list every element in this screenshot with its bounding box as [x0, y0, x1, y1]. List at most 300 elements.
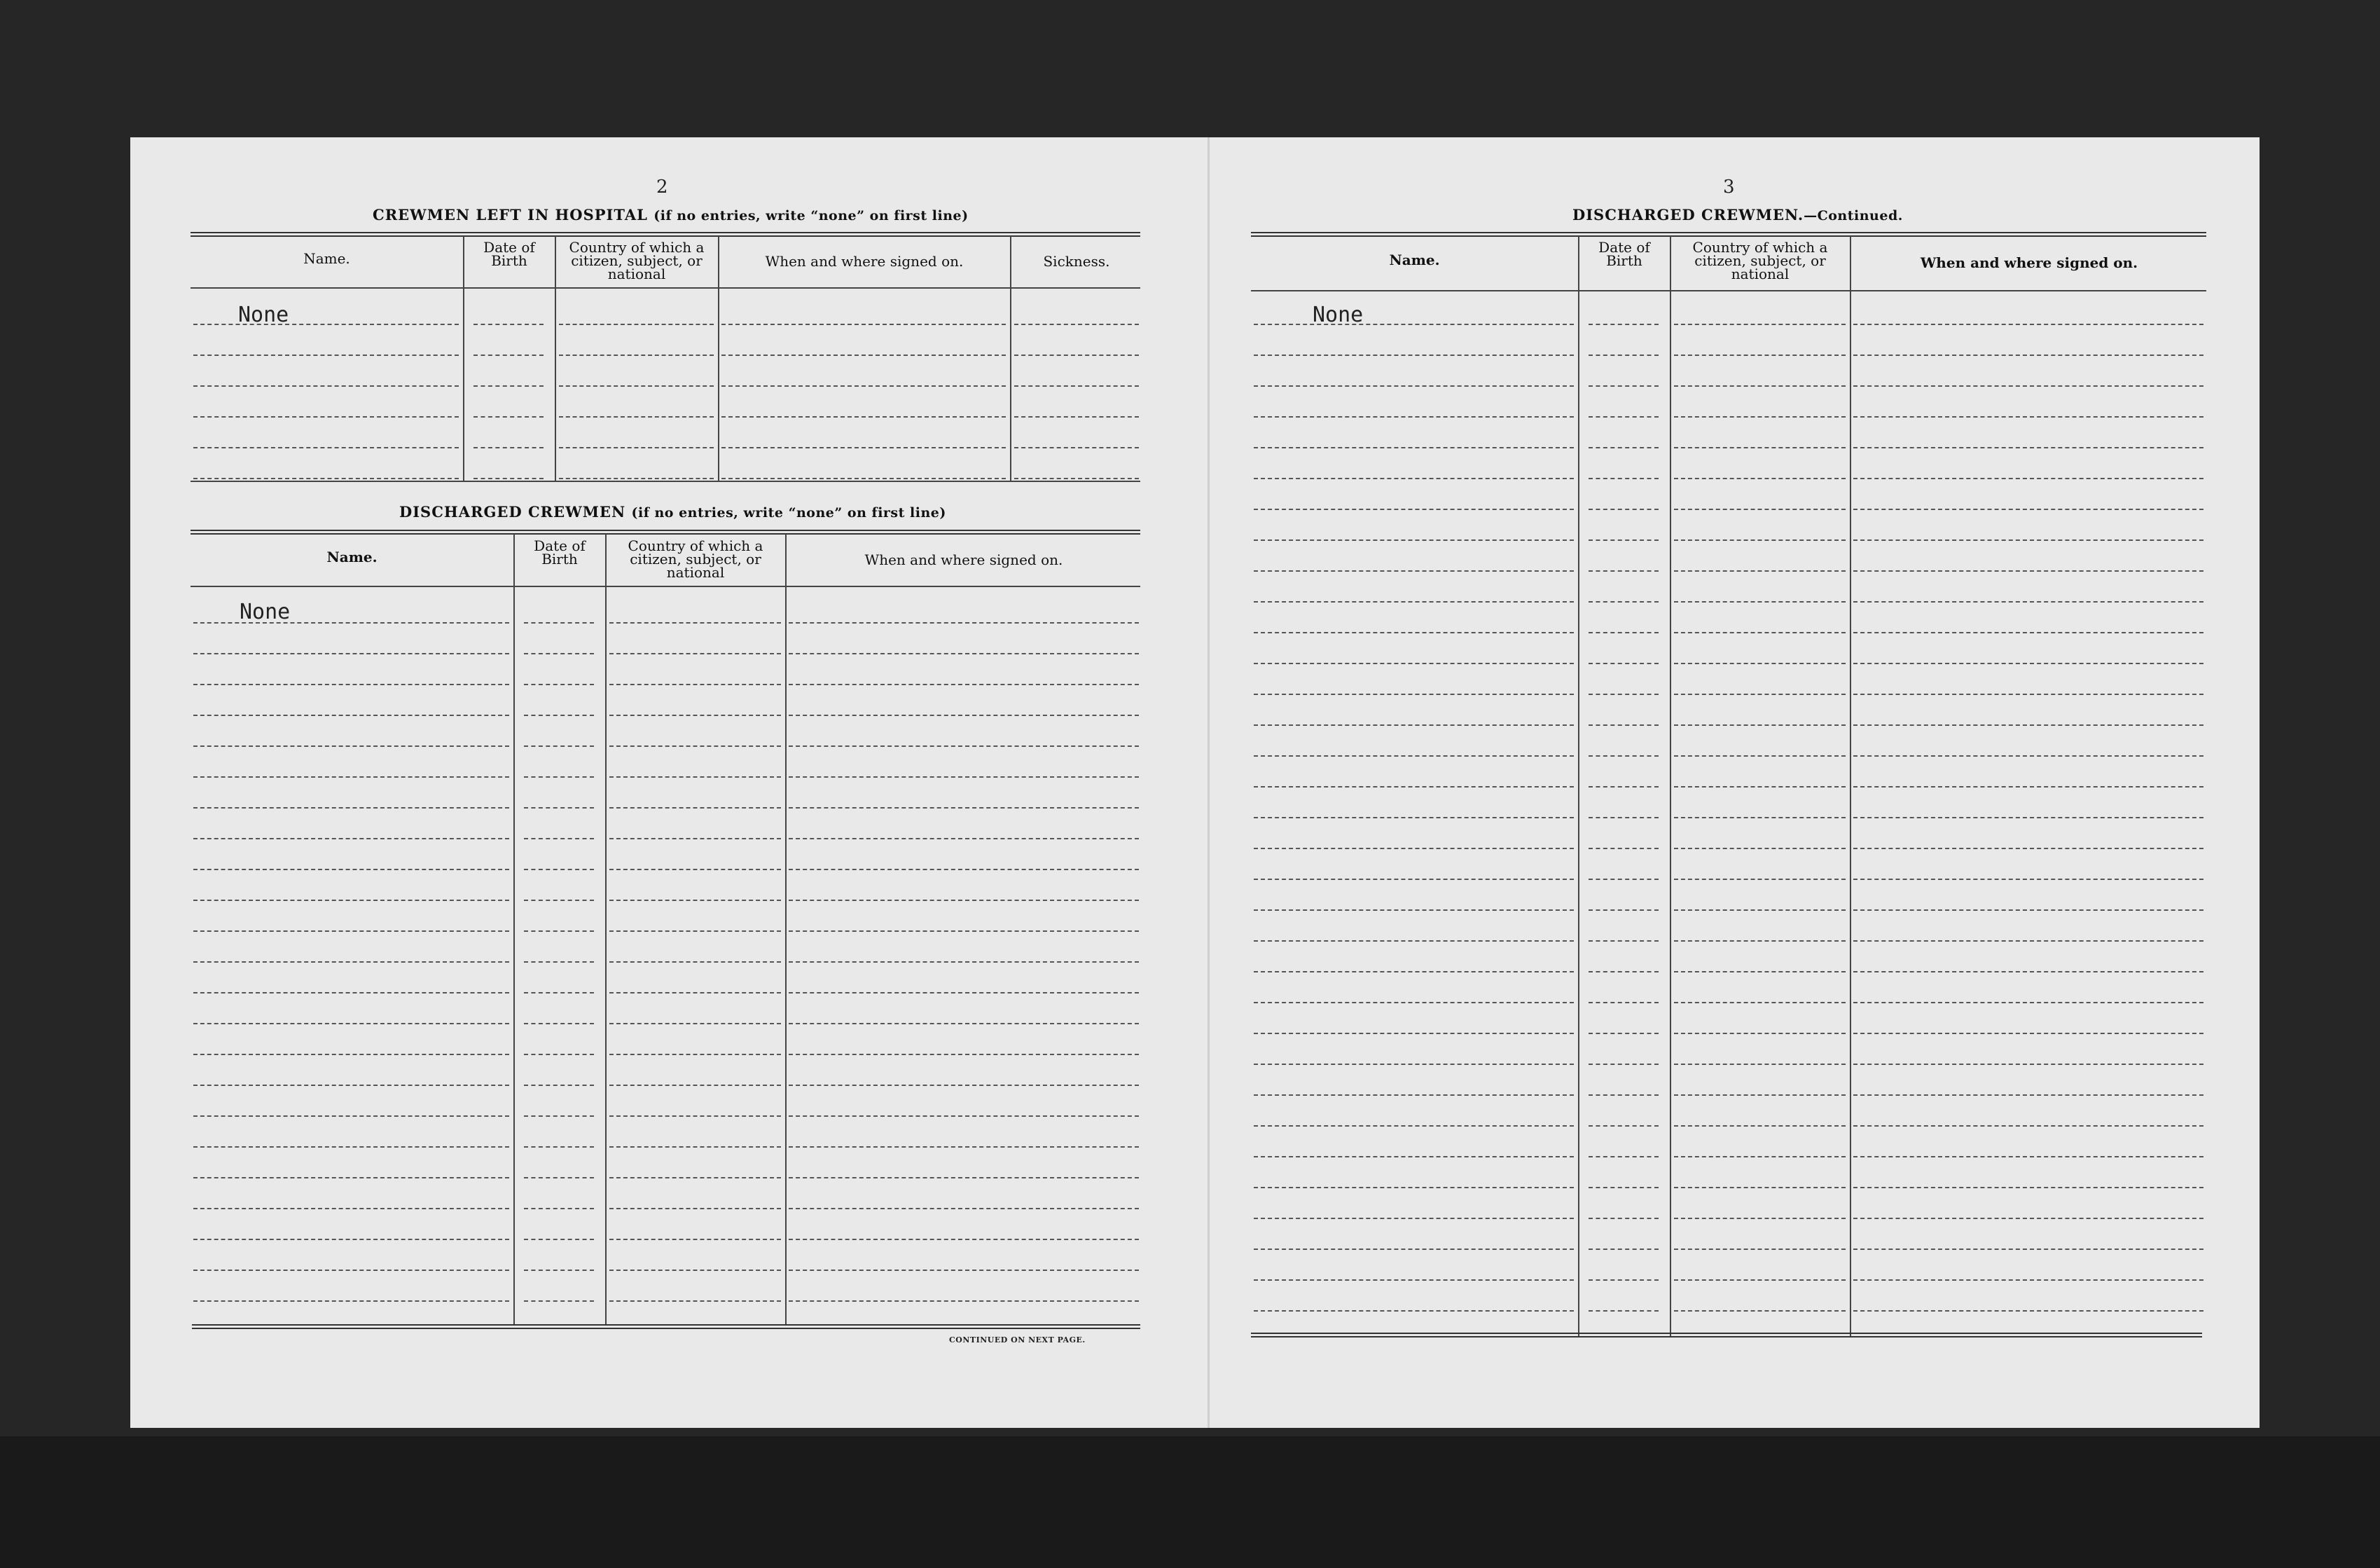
- ruled-line: [1014, 355, 1139, 356]
- ruled-line: [193, 1300, 509, 1302]
- ruled-line: [1254, 478, 1574, 479]
- ruled-line: [1674, 324, 1846, 325]
- ruled-line: [789, 838, 1139, 839]
- ruled-line: [609, 992, 781, 993]
- ruled-line: [193, 1208, 509, 1209]
- ruled-line: [1254, 1064, 1574, 1065]
- ruled-line: [193, 478, 459, 479]
- ruled-line: [1853, 1218, 2203, 1219]
- ruled-line: [1674, 971, 1846, 972]
- ruled-line: [1853, 570, 2203, 572]
- ruled-line: [193, 1239, 509, 1240]
- ruled-line: [473, 385, 544, 387]
- ruled-line: [789, 1085, 1139, 1086]
- column-header-name: Name.: [1389, 252, 1440, 268]
- ruled-line: [1853, 1156, 2203, 1157]
- ruled-line: [789, 622, 1139, 624]
- hospital-title-text: CREWMEN LEFT IN HOSPITAL: [373, 206, 648, 223]
- ruled-line: [1853, 1187, 2203, 1188]
- ruled-line: [609, 838, 781, 839]
- ruled-line: [193, 1270, 509, 1271]
- ruled-line: [193, 900, 509, 901]
- ruled-line: [1254, 416, 1574, 418]
- ruled-line: [193, 653, 509, 654]
- ruled-line: [789, 653, 1139, 654]
- ruled-line: [1014, 447, 1139, 448]
- ruled-line: [1254, 570, 1574, 572]
- ruled-line: [1853, 663, 2203, 664]
- ruled-line: [1674, 663, 1846, 664]
- ruled-line: [1853, 1064, 2203, 1065]
- ruled-line: [1853, 416, 2203, 418]
- ruled-line: [524, 653, 594, 654]
- page-number: 3: [1723, 177, 1735, 198]
- ruled-line: [789, 745, 1139, 747]
- ruled-line: [193, 447, 459, 448]
- ruled-line: [789, 992, 1139, 993]
- ruled-line: [1589, 539, 1659, 541]
- ruled-line: [524, 869, 594, 870]
- ruled-line: [1674, 1187, 1846, 1188]
- form-paper: [130, 137, 2260, 1428]
- ruled-line: [193, 1023, 509, 1024]
- ruled-line: [473, 478, 544, 479]
- ruled-line: [559, 416, 714, 418]
- ruled-line: [1589, 694, 1659, 695]
- ruled-line: [1853, 755, 2203, 757]
- ruled-line: [1254, 879, 1574, 880]
- discharged-continued-entry-none: None: [1313, 303, 1364, 327]
- column-divider: [1670, 236, 1671, 1336]
- ruled-line: [193, 355, 459, 356]
- ruled-line: [193, 684, 509, 685]
- ruled-line: [524, 1270, 594, 1271]
- ruled-line: [1589, 416, 1659, 418]
- ruled-line: [609, 900, 781, 901]
- ruled-line: [524, 622, 594, 624]
- ruled-line: [1254, 509, 1574, 510]
- ruled-line: [524, 930, 594, 932]
- ruled-line: [524, 776, 594, 778]
- ruled-line: [1674, 539, 1846, 541]
- ruled-line: [473, 416, 544, 418]
- ruled-line: [524, 1023, 594, 1024]
- ruled-line: [721, 478, 1006, 479]
- ruled-line: [193, 1085, 509, 1086]
- ruled-line: [721, 324, 1006, 325]
- page-fold: [1208, 137, 1210, 1428]
- ruled-line: [1674, 1094, 1846, 1096]
- ruled-line: [1674, 1002, 1846, 1003]
- ruled-line: [559, 324, 714, 325]
- ruled-line: [193, 776, 509, 778]
- ruled-line: [1674, 724, 1846, 726]
- column-divider: [513, 534, 515, 1326]
- ruled-line: [1589, 1064, 1659, 1065]
- ruled-line: [789, 1239, 1139, 1240]
- ruled-line: [609, 869, 781, 870]
- ruled-line: [1674, 817, 1846, 818]
- ruled-line: [1853, 971, 2203, 972]
- ruled-line: [559, 355, 714, 356]
- ruled-line: [1853, 848, 2203, 849]
- ruled-line: [1589, 355, 1659, 356]
- ruled-line: [789, 715, 1139, 716]
- ruled-line: [1589, 478, 1659, 479]
- ruled-line: [1853, 539, 2203, 541]
- ruled-line: [1254, 1249, 1574, 1250]
- ruled-line: [1254, 786, 1574, 788]
- column-header-name: Name.: [326, 549, 378, 565]
- ruled-line: [1589, 1094, 1659, 1096]
- ruled-line: [1589, 632, 1659, 633]
- ruled-line: [789, 1300, 1139, 1302]
- ruled-line: [1589, 447, 1659, 448]
- column-divider: [605, 534, 607, 1326]
- ruled-line: [1254, 447, 1574, 448]
- ruled-line: [524, 1239, 594, 1240]
- ruled-line: [1853, 1249, 2203, 1250]
- ruled-line: [1589, 570, 1659, 572]
- ruled-line: [1674, 385, 1846, 387]
- ruled-line: [1254, 324, 1574, 325]
- ruled-line: [193, 869, 509, 870]
- ruled-line: [524, 745, 594, 747]
- ruled-line: [1589, 601, 1659, 603]
- ruled-line: [609, 1023, 781, 1024]
- ruled-line: [609, 715, 781, 716]
- ruled-line: [1589, 755, 1659, 757]
- ruled-line: [1674, 755, 1846, 757]
- ruled-line: [559, 447, 714, 448]
- ruled-line: [1589, 1218, 1659, 1219]
- ruled-line: [609, 930, 781, 932]
- ruled-line: [1014, 324, 1139, 325]
- ruled-line: [789, 930, 1139, 932]
- ruled-line: [609, 653, 781, 654]
- ruled-line: [1674, 601, 1846, 603]
- ruled-line: [1589, 848, 1659, 849]
- column-divider: [1850, 236, 1851, 1336]
- ruled-line: [721, 416, 1006, 418]
- ruled-line: [193, 961, 509, 963]
- ruled-line: [1589, 324, 1659, 325]
- discharged-continued-title-text: DISCHARGED CREWMEN.: [1572, 206, 1804, 223]
- ruled-line: [1674, 570, 1846, 572]
- ruled-line: [1589, 1279, 1659, 1281]
- ruled-line: [193, 992, 509, 993]
- ruled-line: [193, 1177, 509, 1178]
- ruled-line: [721, 447, 1006, 448]
- ruled-line: [1014, 385, 1139, 387]
- ruled-line: [789, 1115, 1139, 1117]
- ruled-line: [559, 385, 714, 387]
- table-top-rule: [1251, 232, 2206, 237]
- ruled-line: [609, 1177, 781, 1178]
- ruled-line: [1853, 447, 2203, 448]
- ruled-line: [1853, 694, 2203, 695]
- ruled-line: [473, 324, 544, 325]
- column-divider: [463, 236, 464, 481]
- ruled-line: [609, 807, 781, 809]
- ruled-line: [1853, 509, 2203, 510]
- ruled-line: [1254, 385, 1574, 387]
- ruled-line: [193, 385, 459, 387]
- discharged-entry-none: None: [240, 600, 291, 624]
- ruled-line: [1674, 1033, 1846, 1034]
- ruled-line: [1853, 1002, 2203, 1003]
- header-rule: [191, 586, 1140, 587]
- ruled-line: [524, 684, 594, 685]
- ruled-line: [524, 1300, 594, 1302]
- column-header-date-of-birth: Date of Birth: [1598, 239, 1650, 269]
- ruled-line: [1674, 848, 1846, 849]
- ruled-line: [1589, 786, 1659, 788]
- ruled-line: [789, 1177, 1139, 1178]
- ruled-line: [193, 324, 459, 325]
- ruled-line: [193, 745, 509, 747]
- ruled-line: [609, 1085, 781, 1086]
- ruled-line: [609, 622, 781, 624]
- table-top-rule: [191, 530, 1140, 535]
- ruled-line: [1853, 324, 2203, 325]
- ruled-line: [1674, 509, 1846, 510]
- column-header-date-of-birth: Date of Birth: [534, 537, 586, 568]
- hospital-section-title: [373, 206, 969, 223]
- ruled-line: [193, 1115, 509, 1117]
- ruled-line: [1674, 694, 1846, 695]
- hospital-instruction: (if no entries, write “none” on first line): [653, 208, 969, 223]
- ruled-line: [609, 745, 781, 747]
- ruled-line: [789, 1146, 1139, 1148]
- ruled-line: [1254, 1279, 1574, 1281]
- ruled-line: [789, 1270, 1139, 1271]
- ruled-line: [1589, 509, 1659, 510]
- ruled-line: [193, 1146, 509, 1148]
- ruled-line: [193, 807, 509, 809]
- ruled-line: [1254, 539, 1574, 541]
- ruled-line: [1674, 632, 1846, 633]
- ruled-line: [1589, 879, 1659, 880]
- ruled-line: [1254, 1310, 1574, 1312]
- ruled-line: [1674, 1249, 1846, 1250]
- ruled-line: [1014, 416, 1139, 418]
- table-bottom-rule: [192, 1324, 1140, 1329]
- ruled-line: [1853, 940, 2203, 942]
- ruled-line: [609, 1208, 781, 1209]
- ruled-line: [1674, 909, 1846, 911]
- ruled-line: [1254, 663, 1574, 664]
- ruled-line: [1674, 879, 1846, 880]
- discharged-instruction: (if no entries, write “none” on first line): [631, 505, 946, 521]
- ruled-line: [1674, 1279, 1846, 1281]
- ruled-line: [721, 385, 1006, 387]
- ruled-line: [193, 622, 509, 624]
- ruled-line: [609, 684, 781, 685]
- ruled-line: [1254, 1125, 1574, 1127]
- column-header-name: Name.: [303, 250, 350, 267]
- ruled-line: [1853, 1094, 2203, 1096]
- ruled-line: [789, 869, 1139, 870]
- ruled-line: [609, 776, 781, 778]
- ruled-line: [1853, 909, 2203, 911]
- ruled-line: [524, 1146, 594, 1148]
- ruled-line: [1853, 1033, 2203, 1034]
- ruled-line: [1853, 1279, 2203, 1281]
- table-bottom-rule: [191, 481, 1140, 482]
- scan-background-bottom: [0, 1436, 2380, 1568]
- ruled-line: [1589, 971, 1659, 972]
- ruled-line: [609, 1146, 781, 1148]
- ruled-line: [1589, 1033, 1659, 1034]
- ruled-line: [1254, 694, 1574, 695]
- ruled-line: [1589, 1156, 1659, 1157]
- ruled-line: [721, 355, 1006, 356]
- ruled-line: [1589, 663, 1659, 664]
- ruled-line: [1254, 1094, 1574, 1096]
- column-header-when-where-signed-on: When and where signed on.: [765, 253, 964, 270]
- ruled-line: [1254, 1156, 1574, 1157]
- ruled-line: [193, 715, 509, 716]
- ruled-line: [1853, 385, 2203, 387]
- ruled-line: [1674, 355, 1846, 356]
- ruled-line: [1853, 632, 2203, 633]
- ruled-line: [789, 1023, 1139, 1024]
- ruled-line: [1853, 478, 2203, 479]
- ruled-line: [524, 1054, 594, 1055]
- ruled-line: [1589, 385, 1659, 387]
- ruled-line: [789, 807, 1139, 809]
- ruled-line: [193, 930, 509, 932]
- ruled-line: [1853, 817, 2203, 818]
- continued-footer: CONTINUED ON NEXT PAGE.: [949, 1335, 1086, 1345]
- ruled-line: [524, 715, 594, 716]
- column-header-country: Country of which a citizen, subject, or national: [628, 537, 763, 581]
- ruled-line: [1674, 1064, 1846, 1065]
- ruled-line: [524, 900, 594, 901]
- ruled-line: [789, 1054, 1139, 1055]
- ruled-line: [1674, 416, 1846, 418]
- header-rule: [191, 287, 1140, 289]
- ruled-line: [524, 1115, 594, 1117]
- ruled-line: [1853, 724, 2203, 726]
- ruled-line: [1254, 909, 1574, 911]
- ruled-line: [1254, 755, 1574, 757]
- ruled-line: [1674, 1156, 1846, 1157]
- column-header-country: Country of which a citizen, subject, or national: [569, 239, 705, 282]
- ruled-line: [1589, 1249, 1659, 1250]
- ruled-line: [1254, 848, 1574, 849]
- column-header-when-where-signed-on: When and where signed on.: [864, 551, 1063, 568]
- hospital-entry-none: None: [238, 303, 289, 327]
- ruled-line: [1589, 724, 1659, 726]
- page-number: 2: [656, 177, 668, 198]
- ruled-line: [1254, 632, 1574, 633]
- ruled-line: [524, 1208, 594, 1209]
- ruled-line: [473, 447, 544, 448]
- ruled-line: [1589, 817, 1659, 818]
- ruled-line: [789, 776, 1139, 778]
- ruled-line: [1853, 1125, 2203, 1127]
- ruled-line: [789, 1208, 1139, 1209]
- table-top-rule: [191, 232, 1140, 237]
- ruled-line: [473, 355, 544, 356]
- ruled-line: [609, 1270, 781, 1271]
- ruled-line: [1254, 1187, 1574, 1188]
- ruled-line: [1853, 601, 2203, 603]
- ruled-line: [1254, 724, 1574, 726]
- ruled-line: [1674, 786, 1846, 788]
- ruled-line: [1589, 1002, 1659, 1003]
- ruled-line: [1674, 447, 1846, 448]
- column-divider: [1010, 236, 1011, 481]
- ruled-line: [1254, 1002, 1574, 1003]
- column-header-date-of-birth: Date of Birth: [483, 239, 535, 269]
- ruled-line: [524, 838, 594, 839]
- ruled-line: [1589, 909, 1659, 911]
- ruled-line: [524, 992, 594, 993]
- ruled-line: [1254, 817, 1574, 818]
- header-rule: [1251, 290, 2206, 291]
- column-header-sickness: Sickness.: [1043, 253, 1110, 270]
- ruled-line: [609, 1300, 781, 1302]
- ruled-line: [789, 961, 1139, 963]
- ruled-line: [1853, 879, 2203, 880]
- column-divider: [785, 534, 787, 1326]
- ruled-line: [789, 684, 1139, 685]
- column-divider: [718, 236, 719, 481]
- ruled-line: [1853, 355, 2203, 356]
- continued-suffix: —Continued.: [1804, 208, 1903, 223]
- ruled-line: [1589, 1187, 1659, 1188]
- column-header-when-where-signed-on: When and where signed on.: [1920, 254, 2138, 271]
- table-bottom-rule: [1251, 1333, 2202, 1337]
- ruled-line: [524, 1177, 594, 1178]
- ruled-line: [609, 961, 781, 963]
- ruled-line: [1254, 355, 1574, 356]
- column-divider: [555, 236, 556, 481]
- ruled-line: [524, 961, 594, 963]
- ruled-line: [609, 1054, 781, 1055]
- ruled-line: [1589, 1125, 1659, 1127]
- ruled-line: [1674, 478, 1846, 479]
- ruled-line: [193, 838, 509, 839]
- ruled-line: [1674, 940, 1846, 942]
- ruled-line: [1853, 786, 2203, 788]
- ruled-line: [1853, 1310, 2203, 1312]
- ruled-line: [609, 1115, 781, 1117]
- discharged-continued-title: [1572, 206, 1903, 223]
- ruled-line: [1014, 478, 1139, 479]
- ruled-line: [1589, 940, 1659, 942]
- ruled-line: [1674, 1310, 1846, 1312]
- ruled-line: [524, 807, 594, 809]
- ruled-line: [1674, 1125, 1846, 1127]
- ruled-line: [559, 478, 714, 479]
- ruled-line: [1254, 601, 1574, 603]
- ruled-line: [789, 900, 1139, 901]
- ruled-line: [1254, 971, 1574, 972]
- ruled-line: [1254, 1033, 1574, 1034]
- ruled-line: [524, 1085, 594, 1086]
- column-header-country: Country of which a citizen, subject, or national: [1692, 239, 1828, 282]
- ruled-line: [1254, 940, 1574, 942]
- ruled-line: [193, 1054, 509, 1055]
- discharged-section-title: [399, 503, 946, 521]
- ruled-line: [1589, 1310, 1659, 1312]
- column-divider: [1578, 236, 1579, 1336]
- ruled-line: [1674, 1218, 1846, 1219]
